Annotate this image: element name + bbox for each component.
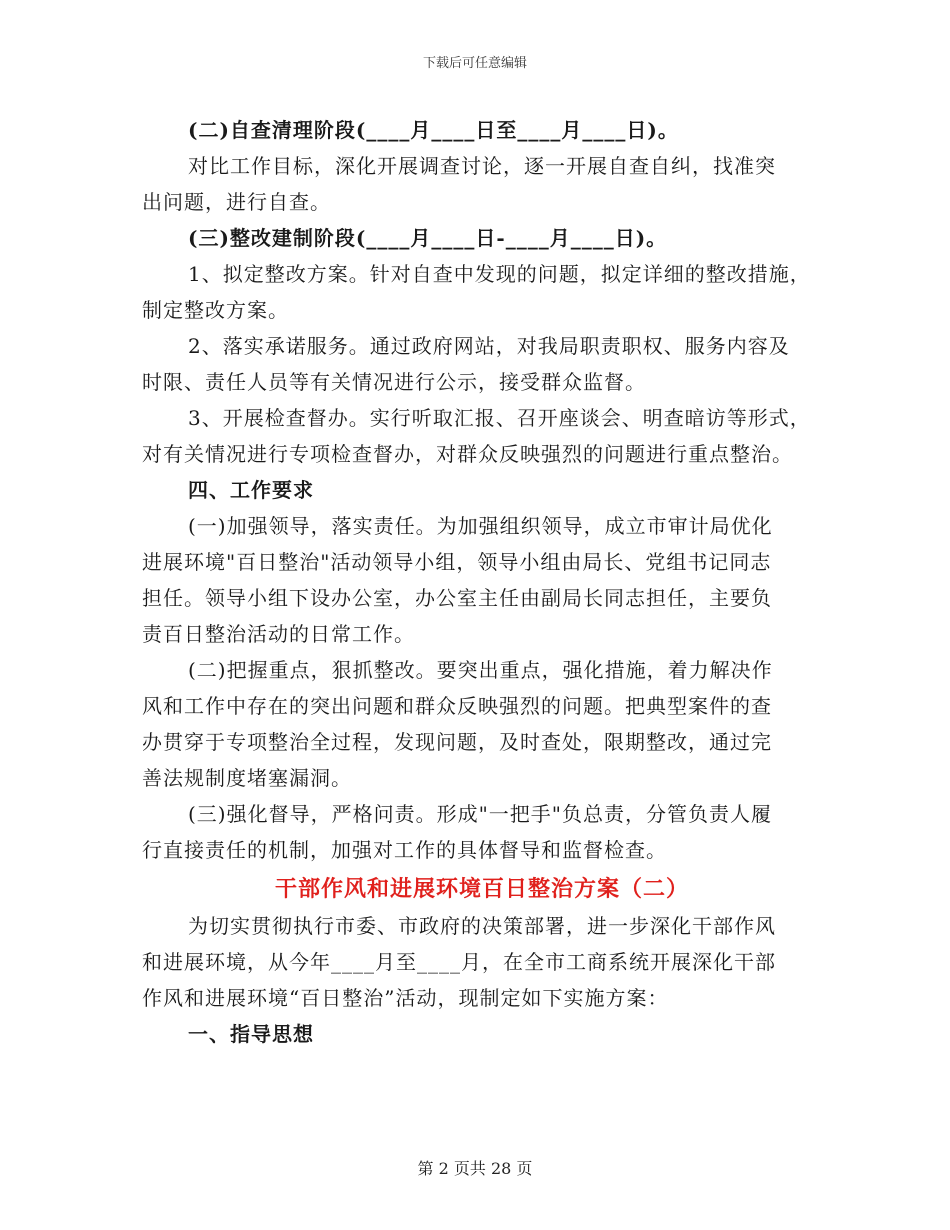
- paragraph-line: 行直接责任的机制，加强对工作的具体督导和监督检查。: [142, 838, 667, 862]
- paragraph-line: 作风和进展环境“百日整治”活动，现制定如下实施方案：: [142, 986, 669, 1010]
- page-number: 第 2 页共 28 页: [417, 1159, 533, 1178]
- section-heading: (二)自查清理阶段(____月____日至____月____日)。: [188, 118, 679, 142]
- document-body: [142, 112, 822, 1052]
- section-title: 干部作风和进展环境百日整治方案（二）: [274, 876, 689, 902]
- paragraph-line: (二)把握重点，狠抓整改。要突出重点，强化措施，着力解决作: [188, 658, 773, 682]
- paragraph-line: 办贯穿于专项整治全过程，发现问题，及时查处，限期整改，通过完: [142, 730, 772, 754]
- paragraph-line: 和进展环境，从今年____月至____月，在全市工商系统开展深化干部: [142, 950, 776, 974]
- paragraph-line: 3、开展检查督办。实行听取汇报、召开座谈会、明查暗访等形式，: [188, 406, 811, 430]
- section-heading: 一、指导思想: [188, 1022, 314, 1046]
- paragraph-line: 担任。领导小组下设办公室，办公室主任由副局长同志担任，主要负: [142, 586, 772, 610]
- section-heading: 四、工作要求: [188, 478, 314, 502]
- section-heading: (三)整改建制阶段(____月____日-____月____日)。: [188, 226, 668, 250]
- paragraph-line: 进展环境"百日整治"活动领导小组，领导小组由局长、党组书记同志: [142, 550, 772, 574]
- paragraph-line: 2、落实承诺服务。通过政府网站，对我局职责职权、服务内容及: [188, 334, 790, 358]
- paragraph-line: 责百日整治活动的日常工作。: [142, 622, 415, 646]
- paragraph-line: 制定整改方案。: [142, 298, 289, 322]
- paragraph-line: (三)强化督导，严格问责。形成"一把手"负总责，分管负责人履: [188, 802, 773, 826]
- paragraph-line: (一)加强领导，落实责任。为加强组织领导，成立市审计局优化: [188, 514, 773, 538]
- paragraph-line: 对有关情况进行专项检查督办，对群众反映强烈的问题进行重点整治。: [142, 442, 793, 466]
- paragraph-line: 出问题，进行自查。: [142, 190, 331, 214]
- paragraph-line: 对比工作目标，深化开展调查讨论，逐一开展自查自纠，找准突: [188, 154, 776, 178]
- page-header: 下载后可任意编辑: [422, 56, 527, 71]
- paragraph-line: 风和工作中存在的突出问题和群众反映强烈的问题。把典型案件的查: [142, 694, 772, 718]
- paragraph-line: 善法规制度堵塞漏洞。: [142, 766, 352, 790]
- paragraph-line: 时限、责任人员等有关情况进行公示，接受群众监督。: [142, 370, 646, 394]
- paragraph-line: 1、拟定整改方案。针对自查中发现的问题，拟定详细的整改措施，: [188, 262, 811, 286]
- paragraph-line: 为切实贯彻执行市委、市政府的决策部署，进一步深化干部作风: [188, 914, 776, 938]
